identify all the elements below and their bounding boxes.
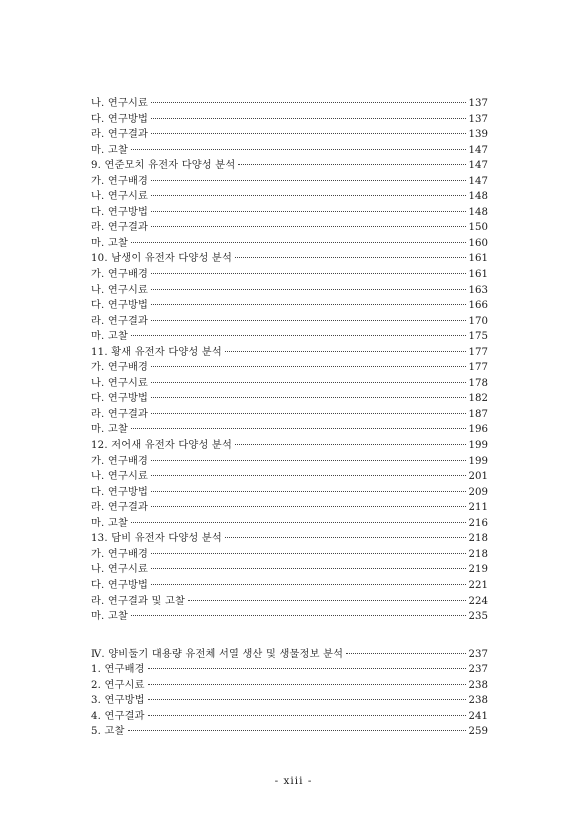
- toc-entry-title: 라. 연구결과: [91, 129, 149, 141]
- toc-dot-leader: [131, 614, 466, 616]
- toc-entry-page: 196: [468, 424, 488, 436]
- toc-entry-title: 11. 황새 유전자 다양성 분석: [91, 346, 222, 358]
- toc-entry-page: 148: [468, 191, 488, 203]
- toc-entry[interactable]: [91, 174, 488, 190]
- toc-entry-title: 나. 연구시료: [91, 98, 149, 109]
- toc-dot-leader: [151, 381, 465, 383]
- page-number-footer: - xiii -: [274, 775, 313, 787]
- toc-entry-title: 12. 저어새 유전자 다양성 분석: [91, 440, 233, 452]
- toc-entry-page: 238: [468, 679, 488, 691]
- toc-dot-leader: [151, 132, 465, 134]
- toc-dot-leader: [346, 652, 465, 654]
- toc-entry[interactable]: [91, 724, 488, 740]
- toc-entry[interactable]: [91, 360, 488, 376]
- toc-entry[interactable]: [91, 236, 488, 252]
- toc-dot-leader: [148, 698, 466, 700]
- toc-dot-leader: [148, 714, 466, 716]
- toc-entry-title: 나. 연구시료: [91, 191, 149, 203]
- toc-entry-page: 177: [468, 346, 488, 358]
- toc-entry[interactable]: [91, 314, 488, 330]
- toc-entry[interactable]: [91, 283, 488, 299]
- toc-dot-leader: [238, 163, 465, 165]
- toc-dot-leader: [151, 474, 465, 476]
- toc-dot-leader: [151, 210, 465, 212]
- toc-entry[interactable]: [91, 189, 488, 205]
- toc-entry-page: 199: [468, 440, 488, 452]
- toc-entry[interactable]: [91, 647, 488, 663]
- toc-entry-page: 218: [468, 533, 488, 545]
- toc-entry-page: 218: [468, 548, 488, 560]
- toc-entry-title: 다. 연구방법: [91, 486, 149, 498]
- toc-dot-leader: [151, 459, 465, 461]
- toc-entry-page: 221: [468, 579, 488, 591]
- toc-entry-page: 178: [468, 377, 488, 389]
- toc-dot-leader: [151, 288, 465, 290]
- section-gap: [91, 625, 488, 647]
- toc-entry-title: 5. 고찰: [91, 726, 125, 738]
- toc-entry-page: 216: [468, 517, 488, 529]
- toc-entry-page: 224: [468, 595, 488, 607]
- toc-entry-title: 가. 연구배경: [91, 548, 149, 560]
- toc-dot-leader: [225, 350, 466, 352]
- toc-entry-title: 나. 연구시료: [91, 471, 149, 483]
- toc-entry-page: 161: [468, 269, 488, 281]
- toc-entry-title: 나. 연구시료: [91, 377, 149, 389]
- toc-entry[interactable]: [91, 693, 488, 709]
- toc-entry-page: 182: [468, 393, 488, 405]
- toc-entry-title: 마. 고찰: [91, 611, 128, 623]
- toc-entry-page: 238: [468, 695, 488, 707]
- toc-entry[interactable]: [91, 469, 488, 485]
- toc-entry-page: 235: [468, 611, 488, 623]
- toc-entry-title: 가. 연구배경: [91, 362, 149, 374]
- toc-entry-title: 마. 고찰: [91, 237, 128, 249]
- toc-entry-title: 라. 연구결과: [91, 408, 149, 420]
- toc-entry[interactable]: [91, 562, 488, 578]
- toc-entry[interactable]: [91, 516, 488, 532]
- toc-entry-title: 다. 연구방법: [91, 206, 149, 218]
- toc-entry[interactable]: [91, 678, 488, 694]
- toc-entry-title: 가. 연구배경: [91, 175, 149, 187]
- toc-entry[interactable]: [91, 127, 488, 143]
- toc-entry-title: 라. 연구결과: [91, 502, 149, 514]
- toc-entry[interactable]: [91, 112, 488, 128]
- toc-entry-page: 161: [468, 253, 488, 265]
- toc-entry[interactable]: [91, 578, 488, 594]
- toc-entry[interactable]: [91, 391, 488, 407]
- toc-entry-page: 160: [468, 237, 488, 249]
- toc-entry[interactable]: [91, 500, 488, 516]
- toc-dot-leader: [151, 194, 465, 196]
- toc-entry[interactable]: [91, 267, 488, 283]
- toc-entry-page: 139: [468, 129, 488, 141]
- toc-entry-page: 148: [468, 206, 488, 218]
- toc-entry-page: 137: [468, 113, 488, 125]
- toc-entry-title: 다. 연구방법: [91, 300, 149, 312]
- toc-dot-leader: [131, 427, 466, 429]
- toc-entry-page: 137: [468, 98, 488, 109]
- toc-dot-leader: [131, 521, 466, 523]
- toc-entry[interactable]: [91, 345, 488, 361]
- toc-dot-leader: [151, 319, 465, 321]
- toc-entry-title: Ⅳ. 양비둘기 대용량 유전체 서열 생산 및 생물정보 분석: [91, 648, 344, 660]
- toc-entry-page: 147: [468, 160, 488, 172]
- toc-entry-page: 199: [468, 455, 488, 467]
- toc-entry-title: 10. 남생이 유전자 다양성 분석: [91, 253, 233, 265]
- toc-dot-leader: [151, 117, 465, 119]
- toc-entry[interactable]: [91, 251, 488, 267]
- toc-entry-title: 다. 연구방법: [91, 393, 149, 405]
- toc-dot-leader: [235, 443, 466, 445]
- toc-entry-page: 237: [468, 664, 488, 676]
- toc-entry-title: 마. 고찰: [91, 144, 128, 156]
- toc-dot-leader: [225, 536, 466, 538]
- toc-entry-page: 147: [468, 175, 488, 187]
- toc-entry[interactable]: [91, 547, 488, 563]
- toc-entry[interactable]: [91, 454, 488, 470]
- toc-entry-title: 가. 연구배경: [91, 455, 149, 467]
- toc-dot-leader: [151, 272, 465, 274]
- toc-dot-leader: [151, 552, 465, 554]
- toc-entry-title: 마. 고찰: [91, 424, 128, 436]
- toc-dot-leader: [235, 256, 466, 258]
- toc-entry-page: 170: [468, 315, 488, 327]
- toc-dot-leader: [188, 599, 465, 601]
- toc-entry-title: 1. 연구배경: [91, 664, 145, 676]
- toc-entry[interactable]: [91, 329, 488, 345]
- toc-entry-page: 177: [468, 362, 488, 374]
- toc-dot-leader: [131, 148, 466, 150]
- toc-entry-title: 3. 연구방법: [91, 695, 145, 707]
- toc-entry-page: 237: [468, 648, 488, 660]
- toc-entry-title: 마. 고찰: [91, 331, 128, 343]
- toc-dot-leader: [128, 729, 466, 731]
- toc-entry-page: 187: [468, 408, 488, 420]
- toc-entry-page: 175: [468, 331, 488, 343]
- toc-entry-title: 마. 고찰: [91, 517, 128, 529]
- toc-entry-page: 166: [468, 300, 488, 312]
- toc-entry-page: 150: [468, 222, 488, 234]
- toc-entry-title: 가. 연구배경: [91, 269, 149, 281]
- toc-dot-leader: [131, 241, 466, 243]
- toc-entry-title: 13. 담비 유전자 다양성 분석: [91, 533, 222, 545]
- toc-entry[interactable]: [91, 158, 488, 174]
- toc-entry-page: 211: [468, 502, 488, 514]
- toc-entry[interactable]: [91, 205, 488, 221]
- toc-entry-page: 241: [468, 710, 488, 722]
- toc-entry-title: 라. 연구결과: [91, 222, 149, 234]
- toc-entry[interactable]: [91, 485, 488, 501]
- toc-dot-leader: [148, 667, 466, 669]
- toc-entry[interactable]: [91, 143, 488, 159]
- toc-entry[interactable]: [91, 407, 488, 423]
- toc-entry[interactable]: [91, 662, 488, 678]
- toc-dot-leader: [151, 179, 465, 181]
- toc-dot-leader: [151, 505, 465, 507]
- toc-entry-page: 163: [468, 284, 488, 296]
- toc-dot-leader: [151, 567, 465, 569]
- table-of-contents: [91, 96, 488, 740]
- toc-entry-page: 147: [468, 144, 488, 156]
- toc-dot-leader: [151, 583, 465, 585]
- toc-entry[interactable]: [91, 609, 488, 625]
- toc-entry-page: 259: [468, 726, 488, 738]
- toc-dot-leader: [151, 490, 465, 492]
- toc-entry[interactable]: [91, 422, 488, 438]
- toc-entry[interactable]: [91, 298, 488, 314]
- toc-entry-title: 라. 연구결과 및 고찰: [91, 595, 186, 607]
- toc-dot-leader: [151, 365, 465, 367]
- toc-dot-leader: [151, 225, 465, 227]
- toc-dot-leader: [151, 303, 465, 305]
- toc-dot-leader: [151, 101, 465, 103]
- toc-entry[interactable]: [91, 594, 488, 610]
- toc-entry-page: 201: [468, 471, 488, 483]
- toc-dot-leader: [148, 683, 466, 685]
- toc-entry-title: 나. 연구시료: [91, 284, 149, 296]
- toc-entry-page: 209: [468, 486, 488, 498]
- toc-entry[interactable]: [91, 96, 488, 112]
- toc-entry[interactable]: [91, 376, 488, 392]
- toc-entry-title: 라. 연구결과: [91, 315, 149, 327]
- toc-entry[interactable]: [91, 709, 488, 725]
- toc-dot-leader: [151, 412, 465, 414]
- toc-entry-title: 다. 연구방법: [91, 113, 149, 125]
- toc-entry-title: 4. 연구결과: [91, 710, 145, 722]
- toc-entry-title: 2. 연구시료: [91, 679, 145, 691]
- toc-dot-leader: [151, 396, 465, 398]
- toc-entry-title: 나. 연구시료: [91, 564, 149, 576]
- toc-entry[interactable]: [91, 531, 488, 547]
- toc-dot-leader: [131, 334, 466, 336]
- toc-entry-page: 219: [468, 564, 488, 576]
- toc-entry-title: 9. 연준모치 유전자 다양성 분석: [91, 160, 236, 172]
- toc-entry-title: 다. 연구방법: [91, 579, 149, 591]
- toc-entry[interactable]: [91, 220, 488, 236]
- toc-entry[interactable]: [91, 438, 488, 454]
